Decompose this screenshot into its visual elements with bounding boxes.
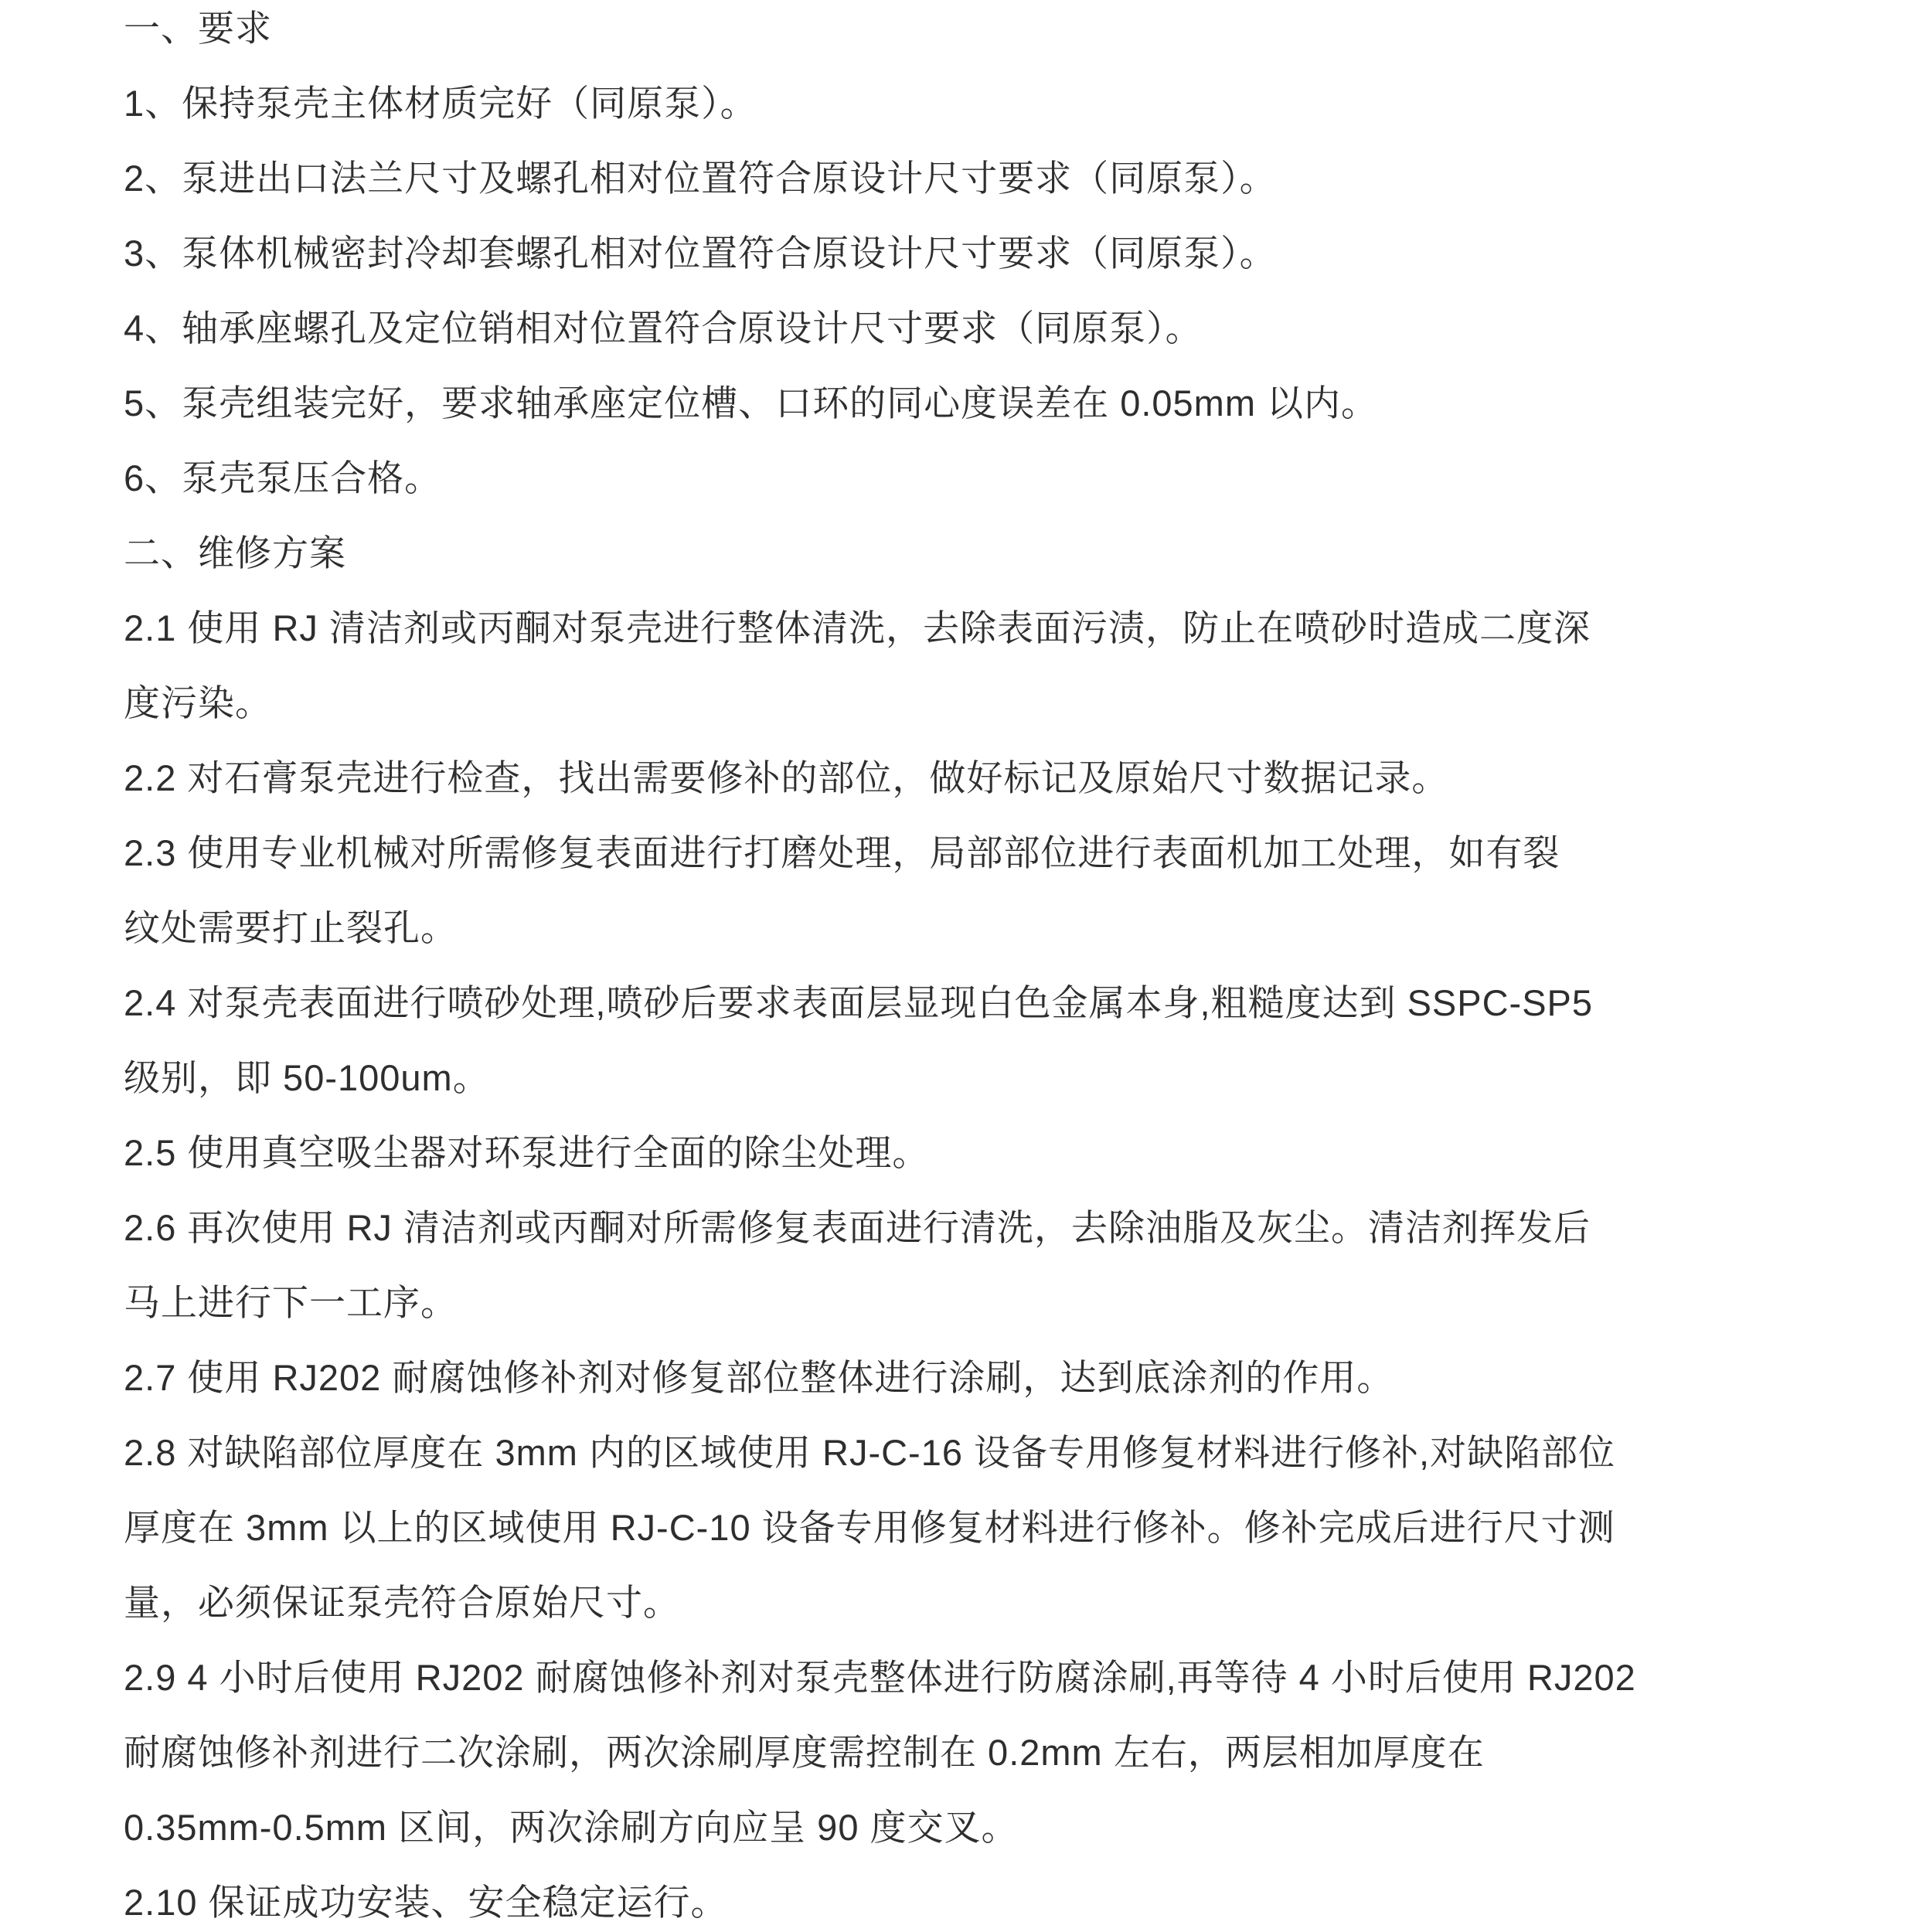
plan-step-2-9-line-3: 0.35mm-0.5mm 区间，两次涂刷方向应呈 90 度交叉。	[124, 1807, 1019, 1848]
plan-step-2-10: 2.10 保证成功安装、安全稳定运行。	[124, 1882, 728, 1923]
document-content	[124, 0, 1885, 1932]
plan-step-2-6-line-1: 2.6 再次使用 RJ 清洁剂或丙酮对所需修复表面进行清洗，去除油脂及灰尘。清洁剂挥发后	[124, 1207, 1591, 1248]
plan-step-2-9-line-2: 耐腐蚀修补剂进行二次涂刷，两次涂刷厚度需控制在 0.2mm 左右，两层相加厚度在	[124, 1732, 1485, 1773]
section-heading-repair-plan: 二、维修方案	[124, 532, 346, 573]
plan-step-2-4-line-1: 2.4 对泵壳表面进行喷砂处理,喷砂后要求表面层显现白色金属本身,粗糙度达到 SSPC-SP5	[124, 982, 1594, 1023]
requirement-item-5: 5、泵壳组装完好，要求轴承座定位槽、口环的同心度误差在 0.05mm 以内。	[124, 383, 1379, 423]
plan-step-2-6-line-2: 马上进行下一工序。	[124, 1282, 458, 1323]
plan-step-2-9-line-1: 2.9 4 小时后使用 RJ202 耐腐蚀修补剂对泵壳整体进行防腐涂刷,再等待 4 小时后使用 RJ202	[124, 1657, 1636, 1698]
section-heading-requirements: 一、要求	[124, 8, 272, 49]
requirement-item-2: 2、泵进出口法兰尺寸及螺孔相对位置符合原设计尺寸要求（同原泵）。	[124, 158, 1277, 199]
plan-step-2-7: 2.7 使用 RJ202 耐腐蚀修补剂对修复部位整体进行涂刷，达到底涂剂的作用。	[124, 1357, 1394, 1398]
requirement-item-4: 4、轴承座螺孔及定位销相对位置符合原设计尺寸要求（同原泵）。	[124, 308, 1203, 349]
requirement-item-6: 6、泵壳泵压合格。	[124, 457, 442, 498]
plan-step-2-1-line-2: 度污染。	[124, 682, 272, 723]
plan-step-2-1-line-1: 2.1 使用 RJ 清洁剂或丙酮对泵壳进行整体清洗，去除表面污渍，防止在喷砂时造成二度深	[124, 607, 1591, 648]
plan-step-2-5: 2.5 使用真空吸尘器对环泵进行全面的除尘处理。	[124, 1132, 930, 1173]
plan-step-2-3-line-1: 2.3 使用专业机械对所需修复表面进行打磨处理，局部部位进行表面机加工处理，如有裂	[124, 832, 1560, 873]
plan-step-2-8-line-3: 量，必须保证泵壳符合原始尺寸。	[124, 1582, 680, 1623]
plan-step-2-2: 2.2 对石膏泵壳进行检查，找出需要修补的部位，做好标记及原始尺寸数据记录。	[124, 757, 1449, 798]
plan-step-2-8-line-2: 厚度在 3mm 以上的区域使用 RJ-C-10 设备专用修复材料进行修补。修补完成后进行尺寸测	[124, 1507, 1615, 1548]
requirement-item-3: 3、泵体机械密封冷却套螺孔相对位置符合原设计尺寸要求（同原泵）。	[124, 233, 1277, 274]
plan-step-2-4-line-2: 级别，即 50-100um。	[124, 1057, 490, 1098]
plan-step-2-3-line-2: 纹处需要打止裂孔。	[124, 907, 458, 948]
plan-step-2-8-line-1: 2.8 对缺陷部位厚度在 3mm 内的区域使用 RJ-C-16 设备专用修复材料进行修补,对缺陷部位	[124, 1432, 1616, 1473]
requirement-item-1: 1、保持泵壳主体材质完好（同原泵）。	[124, 83, 757, 124]
